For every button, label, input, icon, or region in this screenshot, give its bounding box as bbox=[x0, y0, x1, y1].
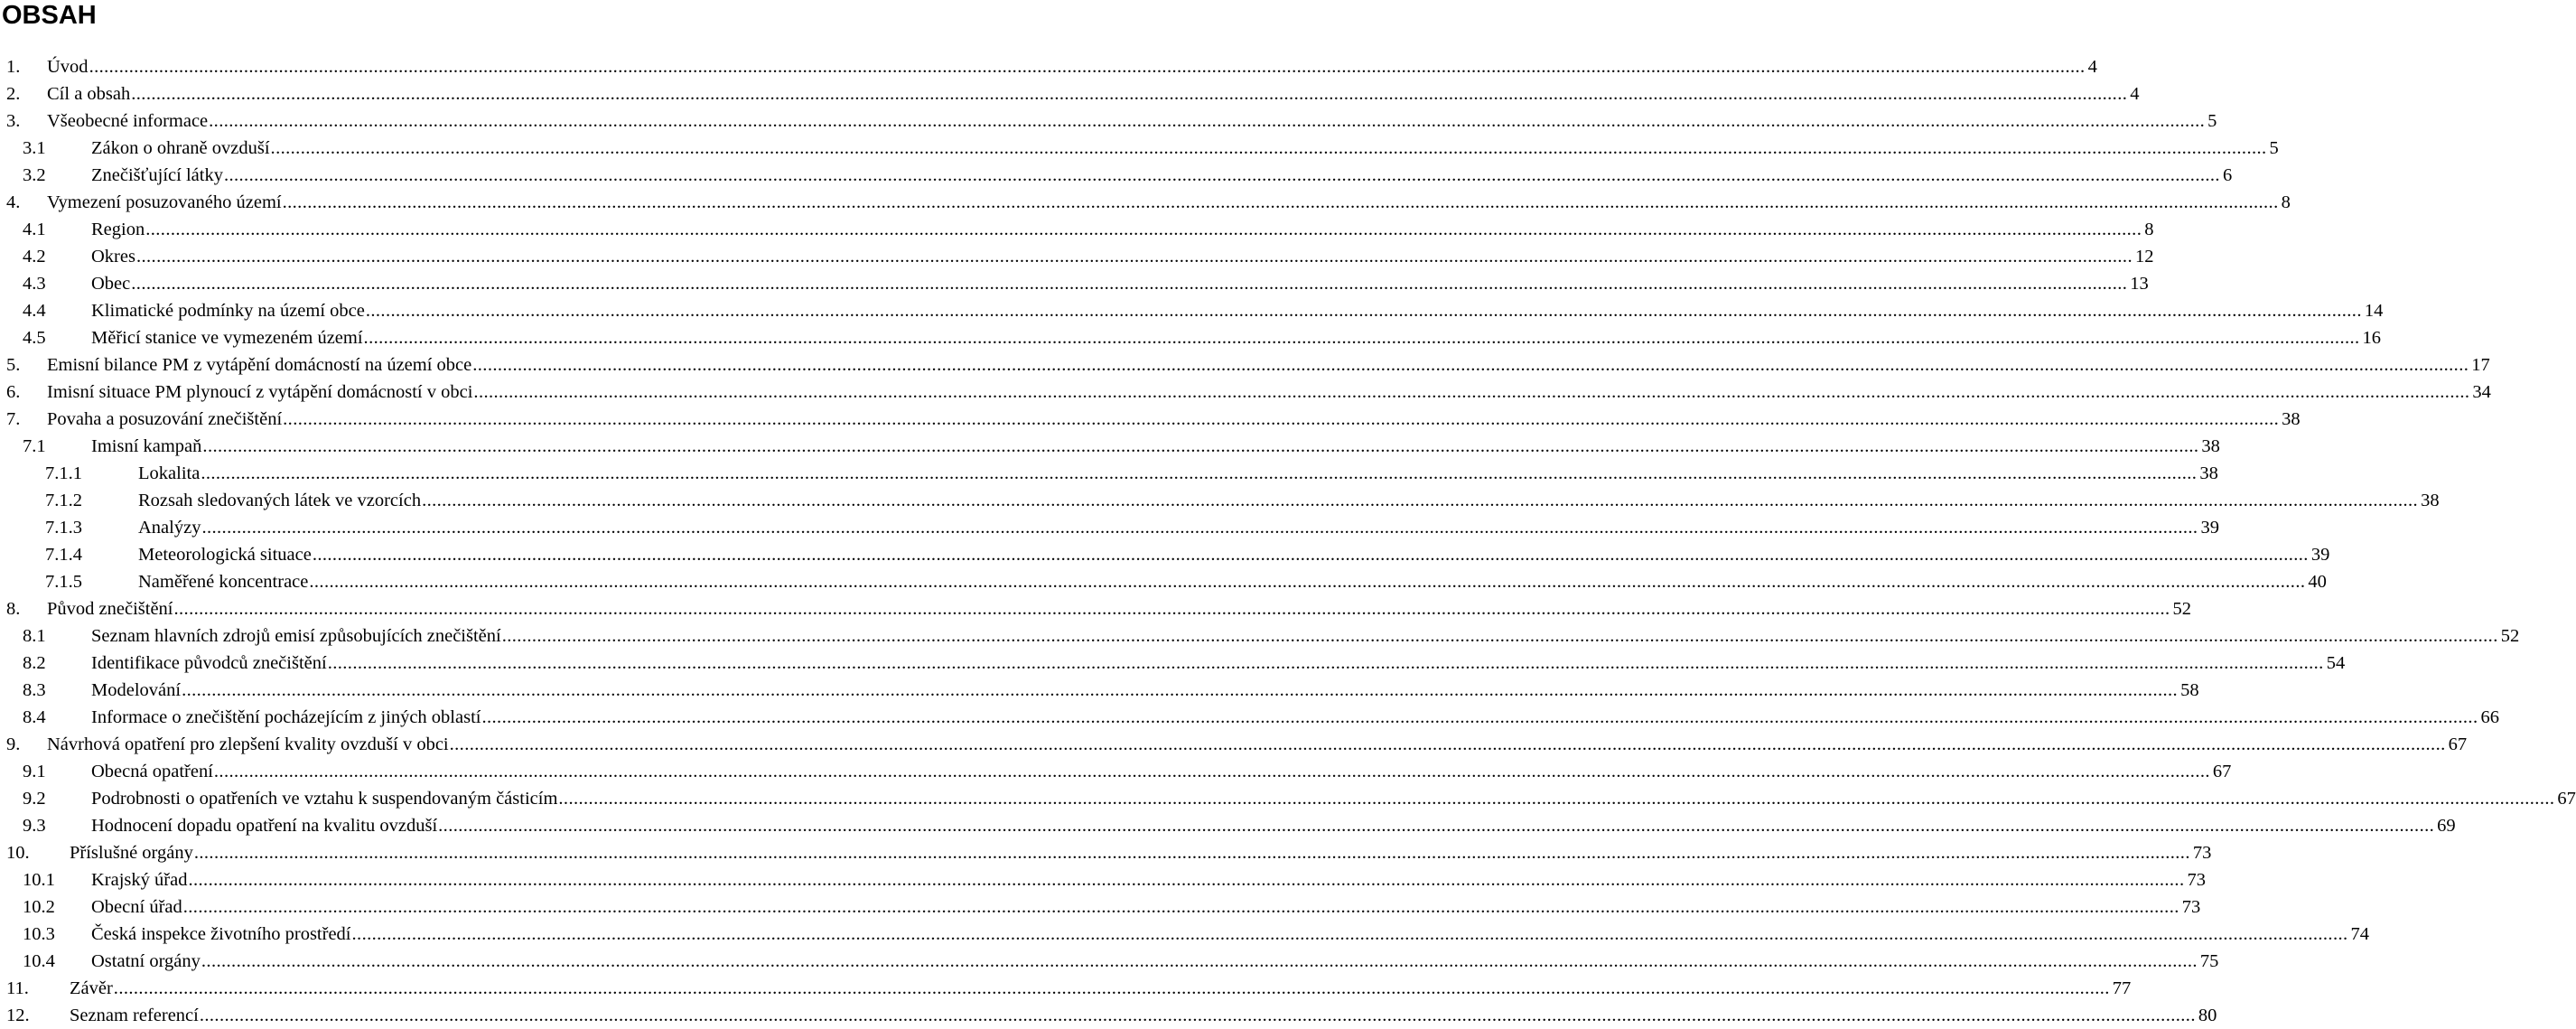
dot-leader: ................................................................................................................................................................................................................................................................................................................................................................................................................ bbox=[270, 138, 2267, 158]
dot-leader: ................................................................................................................................................................................................................................................................................................................................................................................................................ bbox=[113, 978, 2110, 998]
toc-entry-page-number: 6 bbox=[2222, 165, 2233, 185]
toc-entry-title[interactable]: Meteorologická situace bbox=[138, 545, 312, 565]
dot-leader: ................................................................................................................................................................................................................................................................................................................................................................................................................ bbox=[282, 192, 2279, 212]
toc-entry[interactable] bbox=[0, 839, 2212, 866]
toc-entry-page-number: 74 bbox=[2350, 924, 2370, 944]
toc-entry-number: 7.1.1 bbox=[45, 463, 82, 483]
toc-entry-number: 10. bbox=[6, 843, 30, 863]
toc-entry-page-number: 4 bbox=[2130, 84, 2140, 104]
toc-entry-title[interactable]: Vymezení posuzovaného území bbox=[47, 192, 282, 212]
dot-leader: ................................................................................................................................................................................................................................................................................................................................................................................................................ bbox=[213, 762, 2210, 781]
toc-entry-title[interactable]: Povaha a posuzování znečištění bbox=[47, 409, 283, 429]
toc-entry-number: 3.1 bbox=[23, 138, 46, 158]
toc-entry[interactable] bbox=[0, 406, 2301, 433]
toc-entry-number: 3.2 bbox=[23, 165, 46, 185]
toc-entry-page-number: 14 bbox=[2364, 301, 2384, 321]
toc-entry-title[interactable]: Okres bbox=[91, 247, 135, 267]
toc-entry[interactable] bbox=[0, 487, 2440, 514]
toc-entry[interactable] bbox=[0, 785, 2576, 812]
toc-entry-title[interactable]: Závěr bbox=[70, 978, 113, 998]
dot-leader: ................................................................................................................................................................................................................................................................................................................................................................................................................ bbox=[438, 816, 2435, 836]
toc-entry-title[interactable]: Česká inspekce životního prostředí bbox=[91, 924, 351, 944]
toc-entry-title[interactable]: Krajský úřad bbox=[91, 870, 188, 890]
toc-entry-number: 10.2 bbox=[23, 897, 55, 917]
toc-entry-page-number: 58 bbox=[2180, 680, 2199, 700]
toc-entry-number: 3. bbox=[6, 111, 21, 131]
dot-leader: ................................................................................................................................................................................................................................................................................................................................................................................................................ bbox=[283, 409, 2280, 429]
toc-entry-number: 7. bbox=[6, 409, 21, 429]
toc-entry-title[interactable]: Podrobnosti o opatřeních ve vztahu k suspendovaným částicím bbox=[91, 789, 558, 809]
toc-entry[interactable] bbox=[0, 53, 2097, 80]
dot-leader: ................................................................................................................................................................................................................................................................................................................................................................................................................ bbox=[199, 1006, 2196, 1025]
toc-entry-number: 7.1.2 bbox=[45, 491, 82, 510]
toc-entry-title[interactable]: Znečišťující látky bbox=[91, 165, 223, 185]
dot-leader: ................................................................................................................................................................................................................................................................................................................................................................................................................ bbox=[501, 626, 2498, 646]
toc-entry-number: 12. bbox=[6, 1006, 30, 1025]
dot-leader: ................................................................................................................................................................................................................................................................................................................................................................................................................ bbox=[223, 165, 2220, 185]
toc-entry[interactable] bbox=[0, 731, 2468, 758]
toc-entry-number: 7.1.5 bbox=[45, 572, 82, 592]
toc-entry-title[interactable]: Obecní úřad bbox=[91, 897, 182, 917]
toc-entry-page-number: 38 bbox=[2201, 436, 2220, 456]
toc-entry-title[interactable]: Seznam referencí bbox=[70, 1006, 199, 1025]
toc-entry-page-number: 80 bbox=[2198, 1006, 2217, 1025]
dot-leader: ................................................................................................................................................................................................................................................................................................................................................................................................................ bbox=[201, 951, 2198, 971]
dot-leader: ................................................................................................................................................................................................................................................................................................................................................................................................................ bbox=[131, 274, 2128, 294]
toc-entry-number: 8.1 bbox=[23, 626, 46, 646]
toc-entry-page-number: 77 bbox=[2112, 978, 2132, 998]
dot-leader: ................................................................................................................................................................................................................................................................................................................................................................................................................ bbox=[135, 247, 2133, 267]
toc-entry[interactable] bbox=[0, 677, 2199, 704]
toc-entry-title[interactable]: Emisní bilance PM z vytápění domácností na území obce bbox=[47, 355, 472, 375]
toc-entry-number: 8. bbox=[6, 599, 21, 619]
toc-entry-page-number: 39 bbox=[2200, 518, 2219, 538]
toc-entry-number: 7.1.3 bbox=[45, 518, 82, 538]
toc-entry-page-number: 38 bbox=[2282, 409, 2301, 429]
dot-leader: ................................................................................................................................................................................................................................................................................................................................................................................................................ bbox=[131, 84, 2128, 104]
toc-entry-number: 9.2 bbox=[23, 789, 46, 809]
toc-entry[interactable] bbox=[0, 758, 2232, 785]
toc-entry-number: 2. bbox=[6, 84, 21, 104]
toc-entry-number: 8.2 bbox=[23, 653, 46, 673]
dot-leader: ................................................................................................................................................................................................................................................................................................................................................................................................................ bbox=[309, 572, 2306, 592]
dot-leader: ................................................................................................................................................................................................................................................................................................................................................................................................................ bbox=[202, 436, 2199, 456]
toc-entry-page-number: 16 bbox=[2362, 328, 2382, 348]
toc-entry-page-number: 38 bbox=[2199, 463, 2218, 483]
toc-entry-title[interactable]: Zákon o ohraně ovzduší bbox=[91, 138, 270, 158]
toc-entry-number: 4.4 bbox=[23, 301, 46, 321]
toc-entry-number: 7.1.4 bbox=[45, 545, 82, 565]
dot-leader: ................................................................................................................................................................................................................................................................................................................................................................................................................ bbox=[173, 599, 2170, 619]
toc-entry-title[interactable]: Modelování bbox=[91, 680, 182, 700]
dot-leader: ................................................................................................................................................................................................................................................................................................................................................................................................................ bbox=[89, 57, 2086, 77]
toc-entry-page-number: 8 bbox=[2281, 192, 2291, 212]
toc-entry[interactable] bbox=[0, 108, 2217, 135]
dot-leader: ................................................................................................................................................................................................................................................................................................................................................................................................................ bbox=[201, 463, 2198, 483]
dot-leader: ................................................................................................................................................................................................................................................................................................................................................................................................................ bbox=[363, 328, 2360, 348]
dot-leader: ................................................................................................................................................................................................................................................................................................................................................................................................................ bbox=[193, 843, 2190, 863]
toc-entry[interactable] bbox=[0, 297, 2384, 324]
toc-entry[interactable] bbox=[0, 948, 2219, 975]
toc-entry-number: 10.3 bbox=[23, 924, 55, 944]
toc-entry-page-number: 17 bbox=[2471, 355, 2490, 375]
toc-entry-title[interactable]: Lokalita bbox=[138, 463, 201, 483]
toc-entry-title[interactable]: Obecná opatření bbox=[91, 762, 213, 781]
toc-entry-page-number: 12 bbox=[2134, 247, 2154, 267]
toc-entry-title[interactable]: Naměřené koncentrace bbox=[138, 572, 309, 592]
toc-entry[interactable] bbox=[0, 595, 2191, 622]
toc-entry[interactable] bbox=[0, 568, 2327, 595]
toc-entry[interactable] bbox=[0, 622, 2520, 650]
toc-entry-page-number: 34 bbox=[2472, 382, 2491, 402]
toc-entry-page-number: 73 bbox=[2192, 843, 2212, 863]
toc-entry[interactable] bbox=[0, 921, 2370, 948]
toc-entry[interactable] bbox=[0, 1002, 2217, 1029]
toc-entry-number: 5. bbox=[6, 355, 21, 375]
toc-entry[interactable] bbox=[0, 866, 2206, 893]
toc-entry-number: 10.1 bbox=[23, 870, 55, 890]
toc-entry-page-number: 67 bbox=[2448, 734, 2468, 754]
toc-entry-page-number: 75 bbox=[2199, 951, 2219, 971]
toc-entry-page-number: 52 bbox=[2500, 626, 2520, 646]
toc-entry[interactable] bbox=[0, 650, 2346, 677]
dot-leader: ................................................................................................................................................................................................................................................................................................................................................................................................................ bbox=[558, 789, 2555, 809]
toc-entry-page-number: 40 bbox=[2308, 572, 2327, 592]
dot-leader: ................................................................................................................................................................................................................................................................................................................................................................................................................ bbox=[145, 220, 2142, 239]
toc-entry[interactable] bbox=[0, 324, 2382, 351]
dot-leader: ................................................................................................................................................................................................................................................................................................................................................................................................................ bbox=[312, 545, 2309, 565]
toc-entry-title[interactable]: Obec bbox=[91, 274, 131, 294]
toc-entry-title[interactable]: Identifikace původců znečištění bbox=[91, 653, 327, 673]
toc-entry[interactable] bbox=[0, 514, 2219, 541]
toc-entry-page-number: 52 bbox=[2172, 599, 2191, 619]
dot-leader: ................................................................................................................................................................................................................................................................................................................................................................................................................ bbox=[472, 355, 2469, 375]
toc-entry-number: 1. bbox=[6, 57, 21, 77]
dot-leader: ................................................................................................................................................................................................................................................................................................................................................................................................................ bbox=[473, 382, 2470, 402]
toc-entry-title[interactable]: Region bbox=[91, 220, 145, 239]
toc-entry-title[interactable]: Původ znečištění bbox=[47, 599, 173, 619]
toc-entry-page-number: 13 bbox=[2130, 274, 2149, 294]
page-title: OBSAH bbox=[2, 1, 97, 30]
toc-entry-number: 4.2 bbox=[23, 247, 46, 267]
toc-entry-number: 9. bbox=[6, 734, 21, 754]
toc-entry-page-number: 39 bbox=[2310, 545, 2330, 565]
toc-entry-page-number: 38 bbox=[2421, 491, 2440, 510]
toc-entry-number: 7.1 bbox=[23, 436, 46, 456]
toc-entry-number: 4.3 bbox=[23, 274, 46, 294]
dot-leader: ................................................................................................................................................................................................................................................................................................................................................................................................................ bbox=[351, 924, 2348, 944]
toc-entry[interactable] bbox=[0, 704, 2499, 731]
toc-entry-title[interactable]: Hodnocení dopadu opatření na kvalitu ovzduší bbox=[91, 816, 438, 836]
toc-entry-title[interactable]: Imisní kampaň bbox=[91, 436, 202, 456]
dot-leader: ................................................................................................................................................................................................................................................................................................................................................................................................................ bbox=[449, 734, 2446, 754]
toc-entry[interactable] bbox=[0, 975, 2132, 1002]
table-of-contents bbox=[0, 53, 2576, 1029]
toc-entry[interactable] bbox=[0, 135, 2279, 162]
dot-leader: ................................................................................................................................................................................................................................................................................................................................................................................................................ bbox=[422, 491, 2419, 510]
toc-entry-page-number: 69 bbox=[2437, 816, 2456, 836]
dot-leader: ................................................................................................................................................................................................................................................................................................................................................................................................................ bbox=[182, 680, 2179, 700]
toc-entry-number: 4.5 bbox=[23, 328, 46, 348]
toc-entry-number: 9.1 bbox=[23, 762, 46, 781]
toc-entry[interactable] bbox=[0, 351, 2490, 379]
dot-leader: ................................................................................................................................................................................................................................................................................................................................................................................................................ bbox=[365, 301, 2362, 321]
toc-entry[interactable] bbox=[0, 80, 2140, 108]
toc-entry-title[interactable]: Příslušné orgány bbox=[70, 843, 193, 863]
toc-entry-page-number: 54 bbox=[2326, 653, 2346, 673]
dot-leader: ................................................................................................................................................................................................................................................................................................................................................................................................................ bbox=[182, 897, 2179, 917]
dot-leader: ................................................................................................................................................................................................................................................................................................................................................................................................................ bbox=[209, 111, 2206, 131]
toc-entry-number: 9.3 bbox=[23, 816, 46, 836]
toc-entry-number: 8.3 bbox=[23, 680, 46, 700]
toc-entry-page-number: 5 bbox=[2207, 111, 2217, 131]
toc-entry[interactable] bbox=[0, 460, 2218, 487]
toc-entry-number: 4.1 bbox=[23, 220, 46, 239]
toc-entry-page-number: 5 bbox=[2269, 138, 2279, 158]
toc-entry-title[interactable]: Informace o znečištění pocházejícím z jiných oblastí bbox=[91, 707, 481, 727]
toc-entry-number: 8.4 bbox=[23, 707, 46, 727]
toc-entry-number: 4. bbox=[6, 192, 21, 212]
toc-entry-title[interactable]: Měřicí stanice ve vymezeném území bbox=[91, 328, 363, 348]
toc-entry-title[interactable]: Všeobecné informace bbox=[47, 111, 209, 131]
toc-entry-title[interactable]: Cíl a obsah bbox=[47, 84, 131, 104]
toc-entry-title[interactable]: Rozsah sledovaných látek ve vzorcích bbox=[138, 491, 422, 510]
toc-entry-title[interactable]: Ostatní orgány bbox=[91, 951, 201, 971]
dot-leader: ................................................................................................................................................................................................................................................................................................................................................................................................................ bbox=[481, 707, 2478, 727]
toc-entry-page-number: 4 bbox=[2087, 57, 2097, 77]
dot-leader: ................................................................................................................................................................................................................................................................................................................................................................................................................ bbox=[188, 870, 2185, 890]
toc-entry-title[interactable]: Návrhová opatření pro zlepšení kvality ovzduší v obci bbox=[47, 734, 449, 754]
toc-entry-page-number: 73 bbox=[2181, 897, 2201, 917]
toc-entry[interactable] bbox=[0, 379, 2491, 406]
dot-leader: ................................................................................................................................................................................................................................................................................................................................................................................................................ bbox=[327, 653, 2324, 673]
toc-entry[interactable] bbox=[0, 812, 2456, 839]
toc-entry-number: 10.4 bbox=[23, 951, 55, 971]
toc-entry-number: 11. bbox=[6, 978, 29, 998]
toc-entry[interactable] bbox=[0, 162, 2233, 189]
toc-entry-title[interactable]: Seznam hlavních zdrojů emisí způsobujících znečištění bbox=[91, 626, 501, 646]
toc-entry[interactable] bbox=[0, 189, 2291, 216]
toc-entry[interactable] bbox=[0, 893, 2201, 921]
toc-entry-page-number: 67 bbox=[2557, 789, 2576, 809]
toc-entry-title[interactable]: Úvod bbox=[47, 57, 89, 77]
toc-entry[interactable] bbox=[0, 270, 2149, 297]
toc-entry[interactable] bbox=[0, 243, 2154, 270]
toc-entry-page-number: 73 bbox=[2187, 870, 2206, 890]
toc-entry[interactable] bbox=[0, 541, 2330, 568]
toc-entry-page-number: 66 bbox=[2480, 707, 2499, 727]
toc-entry-title[interactable]: Analýzy bbox=[138, 518, 201, 538]
toc-entry-page-number: 67 bbox=[2212, 762, 2232, 781]
dot-leader: ................................................................................................................................................................................................................................................................................................................................................................................................................ bbox=[201, 518, 2198, 538]
toc-entry[interactable] bbox=[0, 216, 2154, 243]
toc-entry[interactable] bbox=[0, 433, 2220, 460]
toc-entry-title[interactable]: Imisní situace PM plynoucí z vytápění domácností v obci bbox=[47, 382, 473, 402]
toc-entry-title[interactable]: Klimatické podmínky na území obce bbox=[91, 301, 365, 321]
toc-entry-page-number: 8 bbox=[2144, 220, 2154, 239]
toc-entry-number: 6. bbox=[6, 382, 21, 402]
